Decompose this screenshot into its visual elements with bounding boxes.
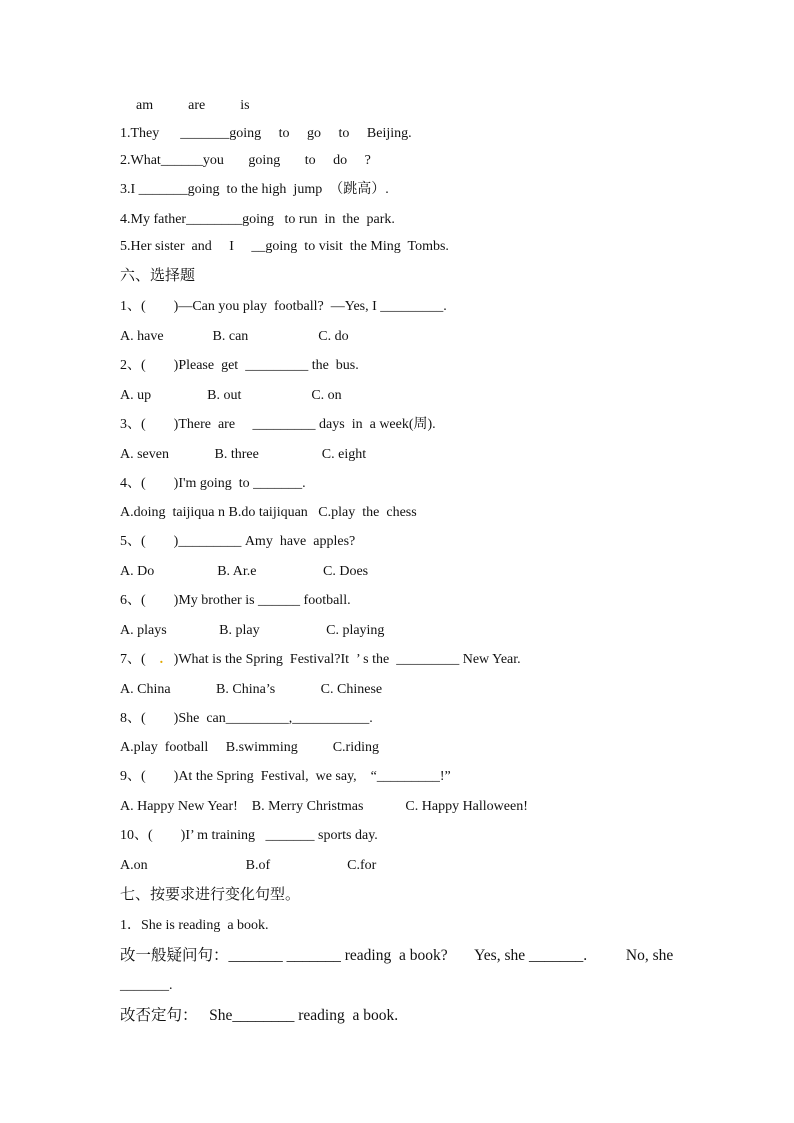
question-3-options: A. seven B. three C. eight bbox=[120, 447, 367, 462]
fill-in-1: 1.They _______going to go to Beijing. bbox=[120, 126, 412, 141]
question-7-mark: . bbox=[159, 652, 164, 667]
question-1-options: A. have B. can C. do bbox=[120, 329, 349, 344]
transform-question-cont: _______. bbox=[120, 978, 173, 993]
question-2-stem: 2、( )Please get _________ the bus. bbox=[120, 358, 359, 373]
fill-in-5: 5.Her sister and I __going to visit the Ming Tombs. bbox=[120, 239, 449, 254]
question-6-stem: 6、( )My brother is ______ football. bbox=[120, 593, 351, 608]
question-8-options: A.play football B.swimming C.riding bbox=[120, 740, 379, 755]
fill-in-4: 4.My father________going to run in the park. bbox=[120, 212, 395, 227]
question-8-stem: 8、( )She can_________,___________. bbox=[120, 711, 373, 726]
question-10-options: A.on B.of C.for bbox=[120, 858, 377, 873]
transform-negative-line: 改否定句： She________ reading a book. bbox=[120, 1007, 399, 1024]
word-bank: am are is bbox=[136, 98, 250, 113]
question-2-options: A. up B. out C. on bbox=[120, 388, 342, 403]
question-1-stem: 1、( )—Can you play football? —Yes, I _________. bbox=[120, 299, 447, 314]
question-9-options: A. Happy New Year! B. Merry Christmas C. Happy Halloween! bbox=[120, 799, 528, 814]
transform-sentence: 1．She is reading a book. bbox=[120, 918, 269, 933]
question-7-stem bbox=[120, 651, 521, 669]
question-4-stem: 4、( )I'm going to _______. bbox=[120, 476, 306, 491]
question-3-stem: 3、( )There are _________ days in a week(周). bbox=[120, 417, 436, 432]
fill-in-2: 2.What______you going to do ? bbox=[120, 153, 371, 168]
transform-question-line: 改一般疑问句：_______ _______ reading a book? Yes, she _______. No, she bbox=[120, 947, 674, 964]
question-4-options: A.doing taijiqua n B.do taijiquan C.play the chess bbox=[120, 505, 417, 520]
question-7-stem-end: )What is the Spring Festival?It ’ s the _________ New Year. bbox=[163, 652, 521, 667]
question-9-stem: 9、( )At the Spring Festival, we say, “_________!” bbox=[120, 769, 451, 784]
question-7-stem-start: 7、( bbox=[120, 652, 160, 667]
question-5-options: A. Do B. Ar.e C. Does bbox=[120, 564, 369, 579]
question-6-options: A. plays B. play C. playing bbox=[120, 623, 385, 638]
question-10-stem: 10、( )I’ m training _______ sports day. bbox=[120, 828, 378, 843]
question-5-stem: 5、( )_________ Amy have apples? bbox=[120, 534, 356, 549]
section-7-title: 七、按要求进行变化句型。 bbox=[120, 885, 301, 903]
question-7-options: A. China B. China’s C. Chinese bbox=[120, 682, 383, 697]
fill-in-3: 3.I _______going to the high jump （跳高）. bbox=[120, 182, 389, 197]
section-6-title: 六、选择题 bbox=[120, 266, 196, 284]
